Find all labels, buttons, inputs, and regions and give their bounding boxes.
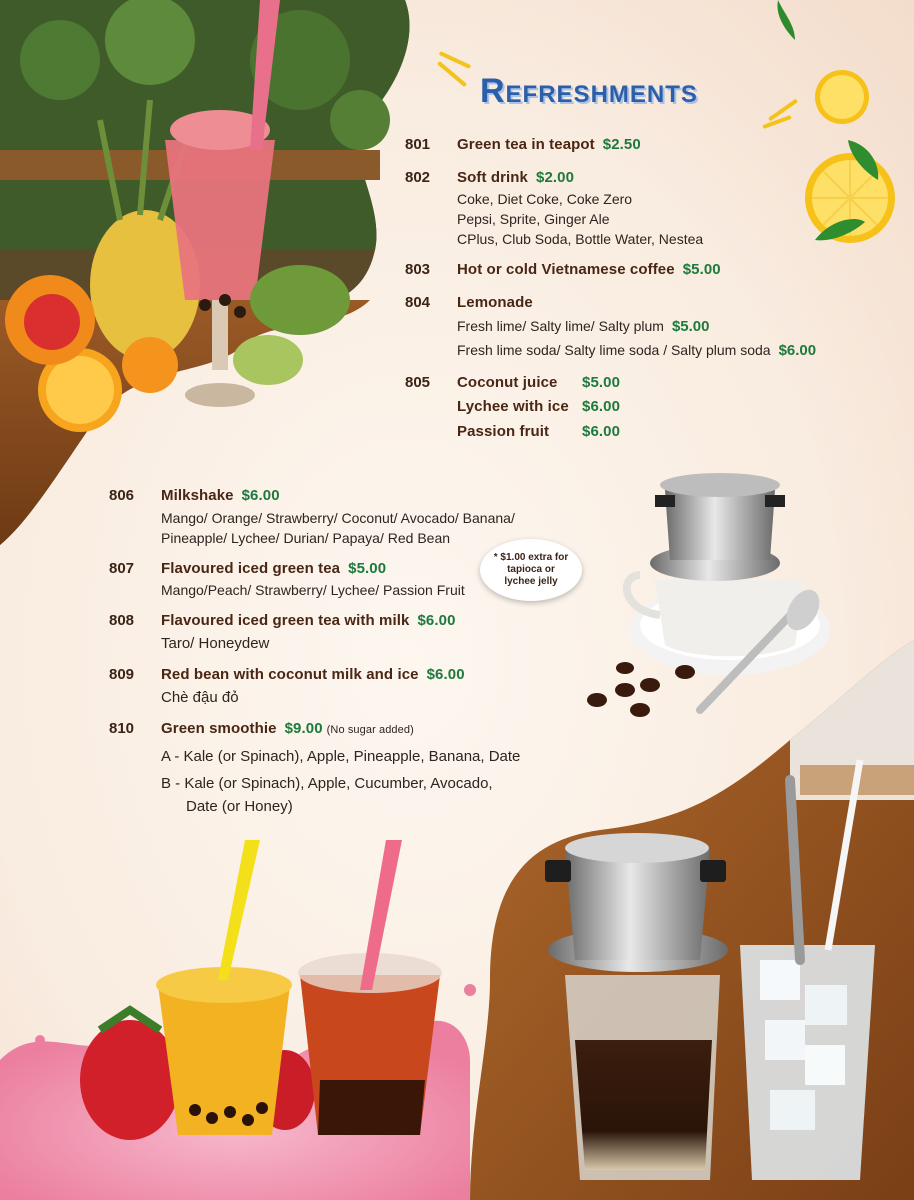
item-description: Mango/ Orange/ Strawberry/ Coconut/ Avocado/ Banana/ <box>161 510 515 526</box>
item-name: Red bean with coconut milk and ice $6.00 <box>161 666 465 683</box>
item-code: 806 <box>109 487 135 504</box>
item-name: Milkshake $6.00 <box>161 487 280 504</box>
item-option-name: Coconut juice <box>457 374 558 391</box>
item-description: B - Kale (or Spinach), Apple, Cucumber, Avocado, <box>161 775 493 792</box>
item-price: $6.00 <box>778 342 817 359</box>
item-option-name: Passion fruit <box>457 423 550 440</box>
item-description: Chè đậu đỏ <box>161 689 239 706</box>
item-description: CPlus, Club Soda, Bottle Water, Nestea <box>457 231 704 247</box>
item-description: A - Kale (or Spinach), Apple, Pineapple, Banana, Date <box>161 748 521 765</box>
item-price: $6.00 <box>582 398 621 415</box>
item-code: 808 <box>109 612 135 629</box>
page-title: Refreshments <box>480 72 698 110</box>
bubble-tea-photo <box>0 840 476 1200</box>
item-price: $5.00 <box>348 560 387 577</box>
item-code: 807 <box>109 560 135 577</box>
item-name: Flavoured iced green tea with milk $6.00 <box>161 612 456 629</box>
item-option: Fresh lime soda/ Salty lime soda / Salty plum soda $6.00 <box>457 342 817 359</box>
item-code: 802 <box>405 169 431 186</box>
item-name: Hot or cold Vietnamese coffee $5.00 <box>457 261 721 278</box>
item-price: $5.00 <box>682 261 721 278</box>
item-option: Fresh lime/ Salty lime/ Salty plum $5.00 <box>457 318 710 335</box>
item-description: Date (or Honey) <box>186 798 293 815</box>
item-code: 804 <box>405 294 431 311</box>
item-price: $6.00 <box>426 666 465 683</box>
item-code: 809 <box>109 666 135 683</box>
extra-charge-note: * $1.00 extra for tapioca or lychee jelly <box>480 539 582 601</box>
item-price: $2.00 <box>536 169 575 186</box>
item-note: (No sugar added) <box>326 724 414 736</box>
item-price: $2.50 <box>602 136 641 153</box>
item-option-name: Lychee with ice <box>457 398 569 415</box>
item-code: 803 <box>405 261 431 278</box>
item-name: Green smoothie $9.00 (No sugar added) <box>161 720 414 737</box>
item-price: $6.00 <box>417 612 456 629</box>
item-description: Pineapple/ Lychee/ Durian/ Papaya/ Red Bean <box>161 530 451 546</box>
item-price: $6.00 <box>582 423 621 440</box>
item-price: $9.00 <box>284 720 323 737</box>
item-description: Pepsi, Sprite, Ginger Ale <box>457 211 610 227</box>
smoothie-photo <box>0 0 409 545</box>
item-description: Taro/ Honeydew <box>161 635 270 652</box>
item-name: Soft drink $2.00 <box>457 169 575 186</box>
coffee-filter-cup-photo <box>587 473 830 717</box>
item-price: $6.00 <box>241 487 280 504</box>
item-name: Lemonade <box>457 294 533 311</box>
item-description: Coke, Diet Coke, Coke Zero <box>457 191 633 207</box>
item-name: Green tea in teapot $2.50 <box>457 136 641 153</box>
item-price: $5.00 <box>582 374 621 391</box>
item-code: 805 <box>405 374 431 391</box>
lemon-decoration <box>777 0 895 243</box>
item-code: 810 <box>109 720 135 737</box>
item-code: 801 <box>405 136 431 153</box>
iced-coffee-photo <box>470 640 914 1200</box>
item-name: Flavoured iced green tea $5.00 <box>161 560 387 577</box>
item-description: Mango/Peach/ Strawberry/ Lychee/ Passion Fruit <box>161 582 465 598</box>
item-price: $5.00 <box>671 318 710 335</box>
